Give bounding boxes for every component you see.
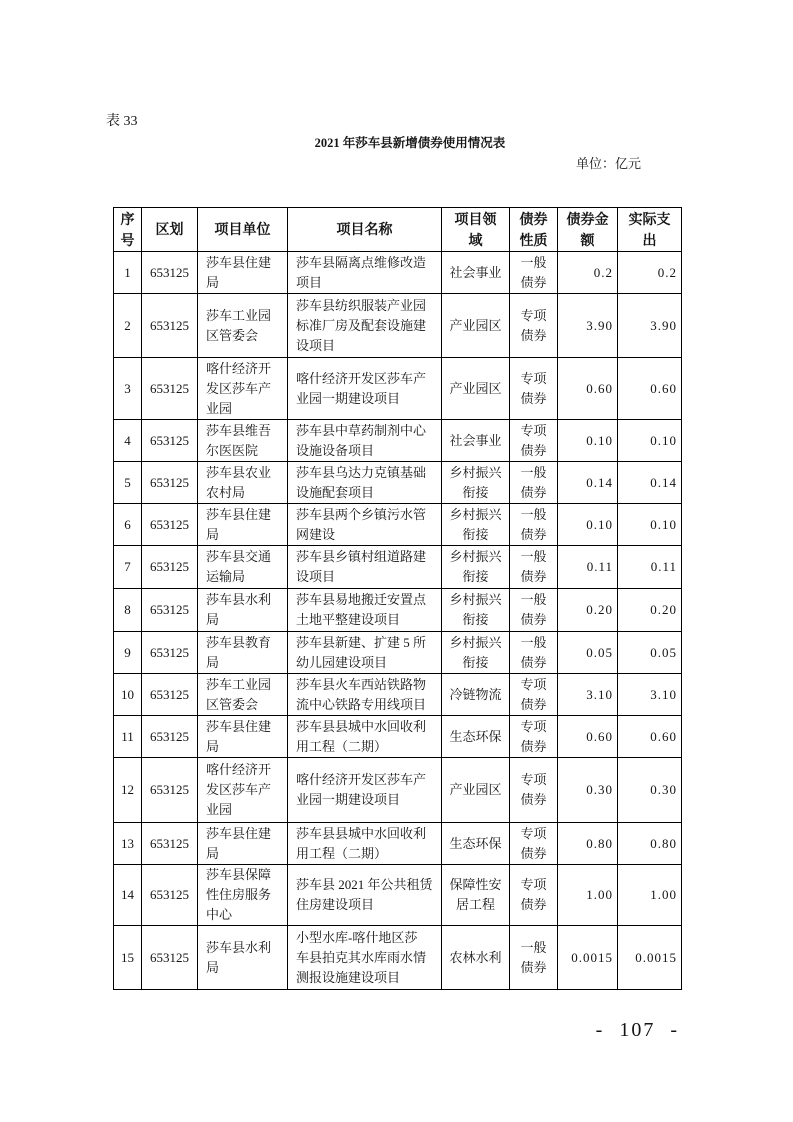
bond-amount: 0.30 [558,758,618,823]
region-code: 653125 [142,926,198,990]
project-name: 莎车县隔离点维修改造 项目 [288,252,442,294]
bond-amount: 3.10 [558,674,618,716]
project-unit: 莎车县交通 运输局 [198,546,288,589]
page-title: 2021 年莎车县新增债券使用情况表 [314,136,506,150]
bond-amount: 0.60 [558,358,618,420]
project-field: 产业园区 [442,294,510,358]
bond-type: 专项 债券 [510,865,558,926]
project-field: 保障性安 居工程 [442,865,510,926]
region-code: 653125 [142,462,198,504]
project-name: 莎车县火车西站铁路物 流中心铁路专用线项目 [288,674,442,716]
actual-spending: 1.00 [618,865,682,926]
bond-amount: 0.10 [558,420,618,462]
bond-type: 一般 债券 [510,462,558,504]
project-unit: 莎车工业园 区管委会 [198,294,288,358]
actual-spending: 0.30 [618,758,682,823]
project-unit: 莎车县维吾 尔医医院 [198,420,288,462]
row-number: 11 [114,716,142,758]
row-number: 5 [114,462,142,504]
region-code: 653125 [142,716,198,758]
project-name: 莎车县县城中水回收利 用工程（二期） [288,716,442,758]
actual-spending: 0.2 [618,252,682,294]
row-number: 10 [114,674,142,716]
row-number: 8 [114,589,142,632]
project-unit: 莎车工业园 区管委会 [198,674,288,716]
region-code: 653125 [142,674,198,716]
table-row [114,504,682,546]
region-code: 653125 [142,252,198,294]
project-name: 莎车县新建、扩建 5 所 幼儿园建设项目 [288,632,442,674]
bond-type: 专项 债券 [510,823,558,865]
project-name: 莎车县易地搬迁安置点 土地平整建设项目 [288,589,442,632]
table-row [114,758,682,823]
project-name: 莎车县 2021 年公共租赁 住房建设项目 [288,865,442,926]
bond-amount: 0.05 [558,632,618,674]
actual-spending: 3.10 [618,674,682,716]
row-number: 14 [114,865,142,926]
project-field: 乡村振兴 衔接 [442,462,510,504]
row-number: 4 [114,420,142,462]
table-row [114,632,682,674]
header-row [114,208,682,252]
project-unit: 莎车县水利 局 [198,589,288,632]
bond-type: 专项 债券 [510,758,558,823]
actual-spending: 0.80 [618,823,682,865]
bond-type: 一般 债券 [510,589,558,632]
table-row [114,716,682,758]
row-number: 3 [114,358,142,420]
bond-type: 专项 债券 [510,674,558,716]
bond-amount: 0.80 [558,823,618,865]
region-code: 653125 [142,358,198,420]
region-code: 653125 [142,823,198,865]
row-number: 2 [114,294,142,358]
header-bond-amount: 债券金 额 [558,208,618,252]
actual-spending: 0.10 [618,504,682,546]
bond-type: 专项 债券 [510,294,558,358]
region-code: 653125 [142,758,198,823]
project-unit: 喀什经济开 发区莎车产 业园 [198,358,288,420]
project-field: 农林水利 [442,926,510,990]
header-bond-type: 债券 性质 [510,208,558,252]
project-field: 乡村振兴 衔接 [442,504,510,546]
project-field: 社会事业 [442,420,510,462]
actual-spending: 0.20 [618,589,682,632]
project-name: 莎车县乡镇村组道路建 设项目 [288,546,442,589]
project-unit: 莎车县住建 局 [198,823,288,865]
bond-type: 一般 债券 [510,252,558,294]
bond-amount: 0.60 [558,716,618,758]
actual-spending: 0.10 [618,420,682,462]
actual-spending: 0.05 [618,632,682,674]
table-row [114,589,682,632]
region-code: 653125 [142,504,198,546]
bond-amount: 0.0015 [558,926,618,990]
project-unit: 莎车县农业 农村局 [198,462,288,504]
project-unit: 莎车县住建 局 [198,716,288,758]
row-number: 7 [114,546,142,589]
row-number: 9 [114,632,142,674]
actual-spending: 0.60 [618,716,682,758]
row-number: 12 [114,758,142,823]
bond-type: 专项 债券 [510,420,558,462]
project-name: 喀什经济开发区莎车产 业园一期建设项目 [288,358,442,420]
actual-spending: 0.14 [618,462,682,504]
bond-type: 一般 债券 [510,632,558,674]
actual-spending: 0.0015 [618,926,682,990]
row-number: 6 [114,504,142,546]
debt-usage-table [113,207,682,990]
bond-type: 一般 债券 [510,546,558,589]
bond-amount: 1.00 [558,865,618,926]
bond-amount: 0.11 [558,546,618,589]
unit-note: 单位：亿元 [576,156,642,171]
bond-amount: 0.20 [558,589,618,632]
actual-spending: 0.60 [618,358,682,420]
table-row [114,420,682,462]
project-name: 莎车县纺织服装产业园 标准厂房及配套设施建 设项目 [288,294,442,358]
project-unit: 莎车县教育 局 [198,632,288,674]
region-code: 653125 [142,865,198,926]
row-number: 13 [114,823,142,865]
bond-type: 专项 债券 [510,358,558,420]
table-row [114,823,682,865]
table-label: 表 33 [106,114,138,129]
bond-amount: 0.10 [558,504,618,546]
region-code: 653125 [142,420,198,462]
project-name: 喀什经济开发区莎车产 业园一期建设项目 [288,758,442,823]
actual-spending: 0.11 [618,546,682,589]
bond-amount: 3.90 [558,294,618,358]
header-index: 序 号 [114,208,142,252]
header-project-name: 项目名称 [288,208,442,252]
bond-type: 一般 债券 [510,504,558,546]
project-unit: 莎车县住建 局 [198,252,288,294]
project-name: 莎车县中草药制剂中心 设施设备项目 [288,420,442,462]
header-region: 区划 [142,208,198,252]
project-name: 莎车县两个乡镇污水管 网建设 [288,504,442,546]
project-unit: 莎车县保障 性住房服务 中心 [198,865,288,926]
project-name: 小型水库-喀什地区莎 车县拍克其水库雨水情 测报设施建设项目 [288,926,442,990]
bond-type: 一般 债券 [510,926,558,990]
actual-spending: 3.90 [618,294,682,358]
header-project-unit: 项目单位 [198,208,288,252]
project-field: 乡村振兴 衔接 [442,546,510,589]
project-field: 生态环保 [442,716,510,758]
bond-type: 专项 债券 [510,716,558,758]
table-row [114,546,682,589]
region-code: 653125 [142,546,198,589]
project-field: 乡村振兴 衔接 [442,632,510,674]
project-unit: 莎车县水利 局 [198,926,288,990]
project-field: 生态环保 [442,823,510,865]
table-row [114,252,682,294]
bond-amount: 0.14 [558,462,618,504]
project-field: 产业园区 [442,758,510,823]
region-code: 653125 [142,294,198,358]
project-unit: 莎车县住建 局 [198,504,288,546]
project-field: 冷链物流 [442,674,510,716]
project-name: 莎车县乌达力克镇基础 设施配套项目 [288,462,442,504]
table-row [114,674,682,716]
project-field: 产业园区 [442,358,510,420]
table-row [114,926,682,990]
project-unit: 喀什经济开 发区莎车产 业园 [198,758,288,823]
page-number: - 107 - [595,1019,679,1041]
table-row [114,462,682,504]
project-field: 社会事业 [442,252,510,294]
header-project-field: 项目领 域 [442,208,510,252]
region-code: 653125 [142,632,198,674]
table-row [114,358,682,420]
project-field: 乡村振兴 衔接 [442,589,510,632]
region-code: 653125 [142,589,198,632]
table-row [114,865,682,926]
bond-amount: 0.2 [558,252,618,294]
row-number: 1 [114,252,142,294]
table-row [114,294,682,358]
row-number: 15 [114,926,142,990]
project-name: 莎车县县城中水回收利 用工程（二期） [288,823,442,865]
header-actual-spending: 实际支 出 [618,208,682,252]
